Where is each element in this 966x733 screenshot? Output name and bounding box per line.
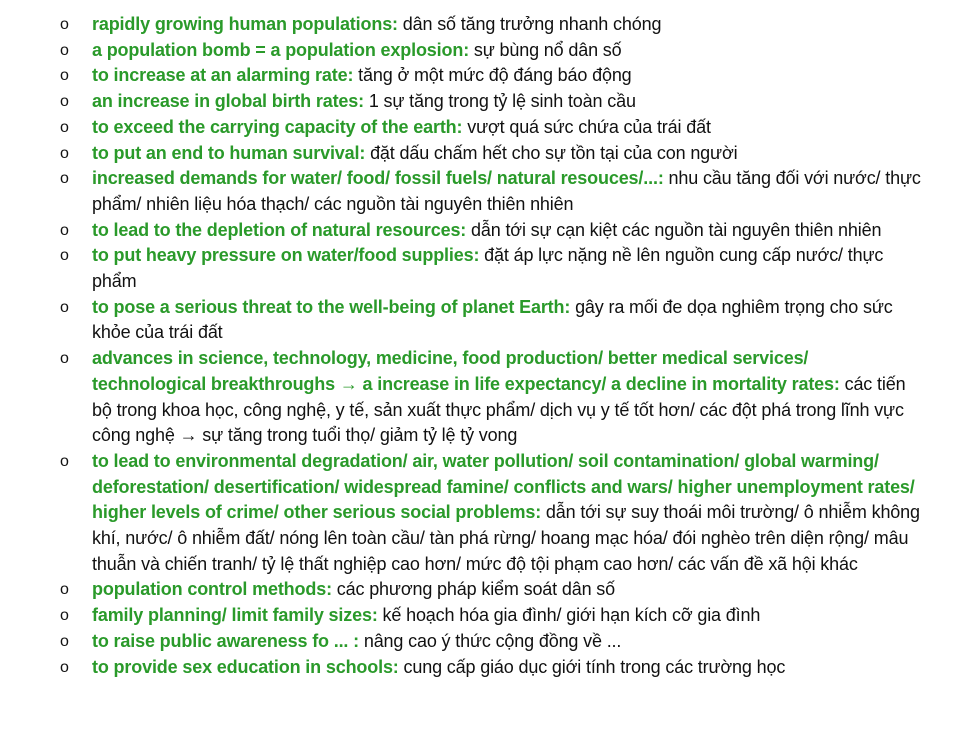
list-item [0, 603, 966, 629]
english-term: a population bomb = a population explosion: [92, 39, 470, 60]
vietnamese-meaning: cung cấp giáo dục giới tính trong các trường học [398, 656, 786, 677]
bullet-icon: o [60, 350, 69, 368]
bullet-icon: o [60, 632, 69, 650]
bullet-icon: o [60, 41, 69, 59]
vietnamese-meaning: dân số tăng trưởng nhanh chóng [397, 14, 662, 34]
english-term: to lead to the depletion of natural resources: [92, 219, 467, 240]
list-item [0, 577, 966, 603]
english-term: to raise public awareness fo ... : [92, 630, 359, 651]
vietnamese-meaning: dẫn tới sự cạn kiệt các nguồn tài nguyên thiên nhiên [466, 219, 882, 240]
list-item [0, 295, 966, 346]
bullet-icon: o [60, 607, 69, 625]
vietnamese-meaning: 1 sự tăng trong tỷ lệ sinh toàn cầu [363, 91, 636, 112]
english-term: to pose a serious threat to the well-being of planet Earth: [92, 296, 571, 317]
list-item [0, 12, 966, 38]
vietnamese-meaning: vượt quá sức chứa của trái đất [462, 116, 711, 137]
english-term: population control methods: [92, 579, 332, 600]
english-term: increased demands for water/ food/ fossil fuels/ natural resouces/...: [92, 168, 664, 189]
bullet-icon: o [60, 144, 69, 162]
vietnamese-meaning: các tiến bộ trong khoa học, công nghệ, y tế, sản xuất thực phẩm/ dịch vụ y tế tốt hơn/ các đột phá trong lĩnh vực công nghệ → sự tăng trong tuổi thọ/ giảm tỷ lệ tỷ vong [92, 373, 906, 446]
list-item [0, 115, 966, 141]
list-item [0, 629, 966, 655]
bullet-icon: o [60, 221, 69, 239]
list-item [0, 655, 966, 681]
vietnamese-meaning: kế hoạch hóa gia đình/ giới hạn kích cỡ gia đình [377, 605, 761, 626]
list-item [0, 141, 966, 167]
vietnamese-meaning: nhu cầu tăng đối với nước/ thực phẩm/ nhiên liệu hóa thạch/ các nguồn tài nguyên thiên nhiên [92, 168, 921, 214]
list-item [0, 218, 966, 244]
vietnamese-meaning: đặt áp lực nặng nề lên nguồn cung cấp nước/ thực phẩm [92, 245, 884, 292]
vietnamese-meaning: dẫn tới sự suy thoái môi trường/ ô nhiễm không khí, nước/ ô nhiễm đất/ nóng lên toàn cầu/ tàn phá rừng/ hoang mạc hóa/ đói nghèo trên diện rộng/ mâu thuẫn và chiến tranh/ tỷ lệ thất nghiệp cao hơn/ mức độ tội phạm cao hơn/ các vấn đề xã hội khác [92, 502, 920, 574]
bullet-icon: o [60, 452, 69, 470]
list-item [0, 89, 966, 115]
vietnamese-meaning: tăng ở một mức độ đáng báo động [353, 65, 632, 86]
bullet-icon: o [60, 93, 69, 111]
bullet-icon: o [60, 118, 69, 136]
vietnamese-meaning: gây ra mối đe dọa nghiêm trọng cho sức khỏe của trái đất [92, 296, 893, 343]
english-term: to exceed the carrying capacity of the earth: [92, 116, 463, 137]
bullet-icon: o [60, 247, 69, 265]
list-item [0, 243, 966, 294]
vietnamese-meaning: các phương pháp kiểm soát dân số [331, 579, 616, 600]
english-term: to provide sex education in schools: [92, 656, 399, 677]
bullet-icon: o [60, 16, 69, 33]
english-term: rapidly growing human populations: [92, 14, 398, 34]
bullet-icon: o [60, 658, 69, 676]
bullet-icon: o [60, 67, 69, 85]
bullet-icon: o [60, 581, 69, 599]
list-item [0, 38, 966, 64]
list-item [0, 166, 966, 217]
vietnamese-meaning: đặt dấu chấm hết cho sự tồn tại của con người [365, 142, 738, 163]
list-item [0, 346, 966, 449]
english-term: family planning/ limit family sizes: [92, 605, 378, 626]
english-term: to increase at an alarming rate: [92, 65, 354, 86]
vietnamese-meaning: nâng cao ý thức cộng đồng về ... [358, 630, 622, 651]
english-term: to put an end to human survival: [92, 142, 366, 163]
english-term: to lead to environmental degradation/ air, water pollution/ soil contamination/ global warming/ deforestation/ desertification/ widespread famine/ conflicts and wars/ higher unemployment rates/ higher levels of crime/ other serious social problems: [92, 450, 915, 523]
vocabulary-list [0, 12, 966, 680]
list-item [0, 449, 966, 578]
bullet-icon: o [60, 298, 69, 316]
vietnamese-meaning: sự bùng nổ dân số [469, 39, 622, 60]
english-term: an increase in global birth rates: [92, 91, 364, 112]
list-item [0, 63, 966, 89]
bullet-icon: o [60, 170, 69, 188]
english-term: to put heavy pressure on water/food supplies: [92, 245, 480, 266]
english-term: advances in science, technology, medicine, food production/ better medical services/ technological breakthroughs → a increase in life expectancy/ a decline in mortality rates: [92, 348, 840, 394]
